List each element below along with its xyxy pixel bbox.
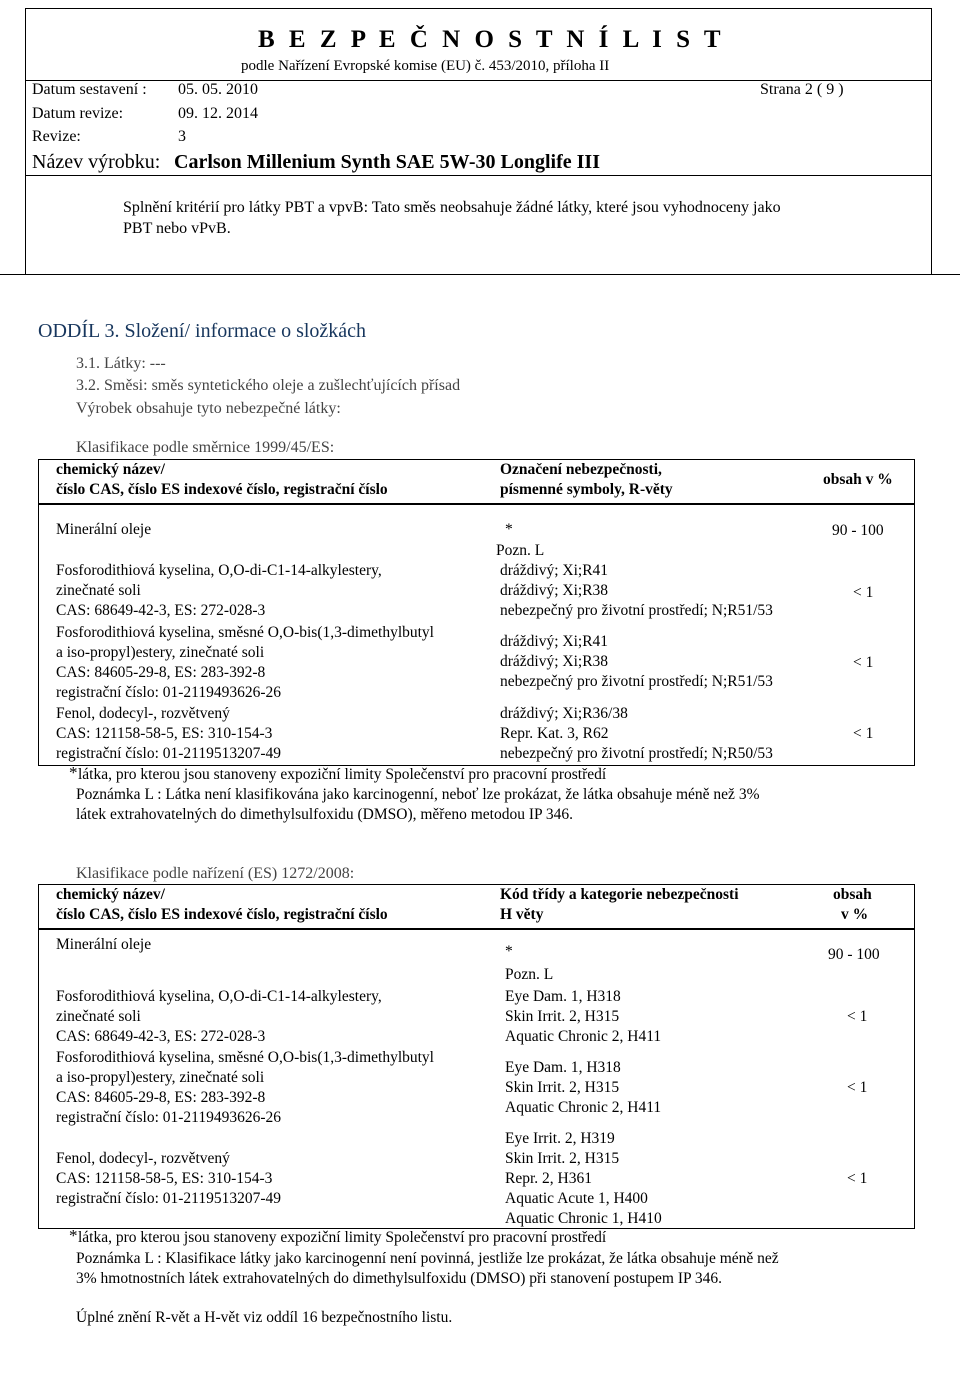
table1-row1-name-line2: zinečnaté soli <box>56 582 141 599</box>
revision-label: Revize: <box>32 128 81 145</box>
table2-row1-content: < 1 <box>847 1008 868 1025</box>
table2-body-box <box>38 929 915 1229</box>
table2-row2-name-line1: Fosforodithiová kyselina, směsné O,O-bis(1,3-dimethylbutyl <box>56 1049 434 1066</box>
table2-col-name-header-sub: číslo CAS, číslo ES indexové číslo, registrační číslo <box>56 906 388 923</box>
table1-col-name-header: chemický název/ <box>56 461 165 478</box>
table1-body-box <box>38 504 915 766</box>
table2-col-name-header: chemický název/ <box>56 886 165 903</box>
table2-row-mineral-oil-content: 90 - 100 <box>828 946 880 963</box>
table1-row1-content: < 1 <box>853 584 874 601</box>
mixtures-line: 3.2. Směsi: směs syntetického oleje a zušlechťujících přísad <box>76 377 461 394</box>
table2-row1-hazard1: Eye Dam. 1, H318 <box>505 988 621 1005</box>
table1-row2-name-line1: Fosforodithiová kyselina, směsné O,O-bis(1,3-dimethylbutyl <box>56 624 434 641</box>
table1-row1-name-line3: CAS: 68649-42-3, ES: 272-028-3 <box>56 602 266 619</box>
table2-row3-hazard5: Aquatic Chronic 1, H410 <box>505 1210 662 1227</box>
table2-footnote2: Poznámka L : Klasifikace látky jako karcinogenní není povinná, jestliže lze prokázat, že látka obsahuje méně než <box>76 1250 779 1267</box>
table1-row2-hazard2: dráždivý; Xi;R38 <box>500 653 609 670</box>
table2-row1-name-line3: CAS: 68649-42-3, ES: 272-028-3 <box>56 1028 266 1045</box>
table1-row3-name-line3: registrační číslo: 01-2119513207-49 <box>56 745 281 762</box>
table2-row2-name-line2: a iso-propyl)estery, zinečnaté soli <box>56 1069 265 1086</box>
page-rule <box>0 274 960 275</box>
table1-footnote3: látek extrahovatelných do dimethylsulfoxidu (DMSO), měřeno metodou IP 346. <box>76 806 574 823</box>
table2-footnote3: 3% hmotnostních látek extrahovatelných do dimethylsulfoxidu (DMSO) při stanovení postupem IP 346. <box>76 1270 723 1287</box>
contains-line: Výrobek obsahuje tyto nebezpečné látky: <box>76 400 341 417</box>
table1-col-content-header: obsah v % <box>823 471 893 488</box>
table1-row2-hazard3: nebezpečný pro životní prostředí; N;R51/53 <box>500 673 773 690</box>
table2-row3-hazard3: Repr. 2, H361 <box>505 1170 592 1187</box>
table2-row2-hazard3: Aquatic Chronic 2, H411 <box>505 1099 662 1116</box>
section-heading: ODDÍL 3. Složení/ informace o složkách <box>38 320 367 342</box>
table2-row3-name-line1: Fenol, dodecyl-, rozvětvený <box>56 1150 230 1167</box>
table2-footnote1: látka, pro kterou jsou stanoveny expoziční limity Společenství pro pracovní prostředí <box>78 1229 607 1246</box>
table2-row2-content: < 1 <box>847 1079 868 1096</box>
table2-row3-name-line3: registrační číslo: 01-2119513207-49 <box>56 1190 281 1207</box>
table1-row3-hazard3: nebezpečný pro životní prostředí; N;R50/53 <box>500 745 773 762</box>
table2-row-mineral-oil-star: * <box>505 943 513 960</box>
table2-row2-hazard2: Skin Irrit. 2, H315 <box>505 1079 620 1096</box>
table1-row3-hazard2: Repr. Kat. 3, R62 <box>500 725 609 742</box>
table1-row-mineral-oil-content: 90 - 100 <box>832 522 884 539</box>
table2-row3-hazard2: Skin Irrit. 2, H315 <box>505 1150 620 1167</box>
table2-row2-hazard1: Eye Dam. 1, H318 <box>505 1059 621 1076</box>
pbt-text-line1: Splnění kritérií pro látky PBT a vpvB: Tato směs neobsahuje žádné látky, které jsou vyhodnoceny jako <box>123 199 781 216</box>
table2-col-hazard-header: Kód třídy a kategorie nebezpečnosti <box>500 886 739 903</box>
table2-row3-hazard1: Eye Irrit. 2, H319 <box>505 1130 615 1147</box>
table1-footnote1: látka, pro kterou jsou stanoveny expoziční limity Společenství pro pracovní prostředí <box>78 766 607 783</box>
table1-row3-name-line1: Fenol, dodecyl-, rozvětvený <box>56 705 230 722</box>
table1-col-hazard-header: Označení nebezpečnosti, <box>500 461 662 478</box>
table1-row2-name-line3: CAS: 84605-29-8, ES: 283-392-8 <box>56 664 266 681</box>
product-label: Název výrobku: <box>32 151 161 173</box>
table2-row1-hazard2: Skin Irrit. 2, H315 <box>505 1008 620 1025</box>
revision-value: 3 <box>178 128 186 145</box>
table1-row-mineral-oil-note: Pozn. L <box>496 542 545 559</box>
date-created-value: 05. 05. 2010 <box>178 81 258 98</box>
table2-row2-name-line3: CAS: 84605-29-8, ES: 283-392-8 <box>56 1089 266 1106</box>
table1-row1-hazard1: dráždivý; Xi;R41 <box>500 562 609 579</box>
substances-line: 3.1. Látky: --- <box>76 355 166 372</box>
table2-col-hazard-header-sub: H věty <box>500 906 544 923</box>
table1-row1-hazard3: nebezpečný pro životní prostředí; N;R51/53 <box>500 602 773 619</box>
table2-col-content-header: obsah <box>833 886 872 903</box>
table2-row-mineral-oil-name: Minerální oleje <box>56 936 152 953</box>
table1-footnote-star: * <box>69 763 78 782</box>
table1-row1-hazard2: dráždivý; Xi;R38 <box>500 582 609 599</box>
table2-row3-content: < 1 <box>847 1170 868 1187</box>
table1-row2-name-line2: a iso-propyl)estery, zinečnaté soli <box>56 644 265 661</box>
table1-row2-name-line4: registrační číslo: 01-2119493626-26 <box>56 684 281 701</box>
table1-col-name-header-sub: číslo CAS, číslo ES indexové číslo, registrační číslo <box>56 481 388 498</box>
table2-col-content-header-sub: v % <box>841 906 869 923</box>
product-divider <box>26 175 931 176</box>
table2-caption: Klasifikace podle nařízení (ES) 1272/2008: <box>76 865 355 882</box>
table2-row-mineral-oil-note: Pozn. L <box>505 966 554 983</box>
table1-col-hazard-header-sub: písmenné symboly, R-věty <box>500 481 673 498</box>
date-revised-label: Datum revize: <box>32 105 124 122</box>
table2-row2-name-line4: registrační číslo: 01-2119493626-26 <box>56 1109 281 1126</box>
table1-row2-hazard1: dráždivý; Xi;R41 <box>500 633 609 650</box>
table1-row3-hazard1: dráždivý; Xi;R36/38 <box>500 705 628 722</box>
table1-row1-name-line1: Fosforodithiová kyselina, O,O-di-C1-14-alkylestery, <box>56 562 382 579</box>
table1-row-mineral-oil-star: * <box>505 521 513 538</box>
pbt-text-line2: PBT nebo vPvB. <box>123 220 231 237</box>
table1-row-mineral-oil-name: Minerální oleje <box>56 521 152 538</box>
table1-row2-content: < 1 <box>853 654 874 671</box>
table2-row1-name-line2: zinečnaté soli <box>56 1008 141 1025</box>
table1-row3-name-line2: CAS: 121158-58-5, ES: 310-154-3 <box>56 725 273 742</box>
table2-footnote-star: * <box>69 1226 78 1245</box>
document-title: B E Z P E Č N O S T N Í L I S T <box>258 26 725 53</box>
date-created-label: Datum sestavení : <box>32 81 147 98</box>
product-name: Carlson Millenium Synth SAE 5W-30 Longlife III <box>174 151 600 173</box>
table1-footnote2: Poznámka L : Látka není klasifikována jako karcinogenní, neboť lze prokázat, že látka obsahuje méně než 3% <box>76 786 760 803</box>
closing-note: Úplné znění R-vět a H-vět viz oddíl 16 bezpečnostního listu. <box>76 1309 453 1326</box>
table2-row3-hazard4: Aquatic Acute 1, H400 <box>505 1190 648 1207</box>
table2-row3-name-line2: CAS: 121158-58-5, ES: 310-154-3 <box>56 1170 273 1187</box>
document-subtitle: podle Nařízení Evropské komise (EU) č. 453/2010, příloha II <box>241 58 610 74</box>
table2-row1-hazard3: Aquatic Chronic 2, H411 <box>505 1028 662 1045</box>
page-number: Strana 2 ( 9 ) <box>760 81 844 98</box>
table1-row3-content: < 1 <box>853 725 874 742</box>
table2-row1-name-line1: Fosforodithiová kyselina, O,O-di-C1-14-alkylestery, <box>56 988 382 1005</box>
date-revised-value: 09. 12. 2014 <box>178 105 258 122</box>
table1-caption: Klasifikace podle směrnice 1999/45/ES: <box>76 439 335 456</box>
